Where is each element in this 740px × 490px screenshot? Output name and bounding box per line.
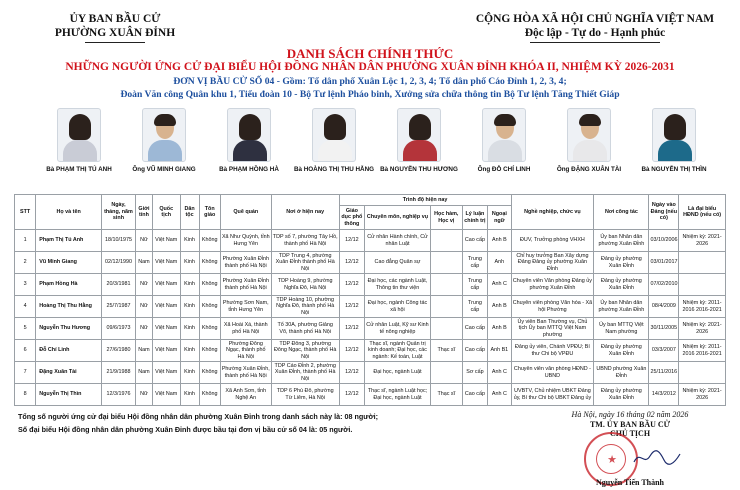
- cell-general-edu: 12/12: [339, 362, 364, 384]
- candidate-photo-caption: Ông VŨ MINH GIANG: [132, 166, 196, 173]
- cell-gender: Nữ: [135, 384, 152, 406]
- issuer-line2: PHƯỜNG XUÂN ĐỈNH: [54, 27, 176, 39]
- candidate-photo-caption: Bà PHẠM HỒNG HÀ: [219, 166, 279, 173]
- cell-occupation: ĐUV, Trưởng phòng VHXH: [511, 230, 594, 252]
- col-header-stt: STT: [15, 195, 36, 230]
- cell-degree: [430, 318, 462, 340]
- cell-language: Anh B1: [488, 340, 511, 362]
- cell-name: Nguyễn Thị Thìn: [36, 384, 102, 406]
- candidate-photo-caption: Ông ĐẶNG XUÂN TÀI: [556, 166, 622, 173]
- col-header-religion: Tôn giáo: [199, 195, 220, 230]
- cell-workplace: Đảng ủy phường Xuân Đỉnh: [594, 384, 649, 406]
- cell-stt: 3: [15, 274, 36, 296]
- cell-hometown: Phường Đông Ngạc, thành phố Hà Nội: [220, 340, 271, 362]
- cell-dob: 27/6/1980: [102, 340, 136, 362]
- cell-occupation: Chuyên viên văn phòng HĐND - UBND: [511, 362, 594, 384]
- cell-general-edu: 12/12: [339, 318, 364, 340]
- candidate-photos: [34, 108, 714, 190]
- cell-gender: Nam: [135, 252, 152, 274]
- cell-nationality: Việt Nam: [152, 252, 180, 274]
- cell-party-date: 03/10/2006: [649, 230, 679, 252]
- table-row: [15, 362, 726, 384]
- cell-language: Anh C: [488, 384, 511, 406]
- cell-stt: 5: [15, 318, 36, 340]
- cell-hometown: Phường Xuân Đỉnh thành phố Hà Nội: [220, 252, 271, 274]
- col-header-council: Là đại biểu HĐND (nếu có): [679, 195, 726, 230]
- cell-workplace: Ủy ban Nhân dân phường Xuân Đỉnh: [594, 296, 649, 318]
- cell-hometown: Phường Sơn Nam, tỉnh Hưng Yên: [220, 296, 271, 318]
- col-header-dob: Ngày, tháng, năm sinh: [102, 195, 136, 230]
- cell-gender: Nữ: [135, 230, 152, 252]
- cell-party-date: 25/11/2016: [649, 362, 679, 384]
- cell-specialty: Thạc sĩ, ngành Quản trị kinh doanh; Đại học, các ngành: Kế toán, Luật: [365, 340, 431, 362]
- col-header-hometown: Quê quán: [220, 195, 271, 230]
- cell-specialty: Đại học, các ngành Luật, Thông tin thư viện: [365, 274, 431, 296]
- cell-hometown: Xã Hoài Xá, thành phố Hà Nội: [220, 318, 271, 340]
- cell-hometown: Xã Anh Sơn, tỉnh Nghệ An: [220, 384, 271, 406]
- col-header-occupation: Nghề nghiệp, chức vụ: [511, 195, 594, 230]
- cell-language: Anh B: [488, 230, 511, 252]
- cell-dob: 18/10/1975: [102, 230, 136, 252]
- cell-ethnic: Kinh: [180, 296, 199, 318]
- cell-general-edu: 12/12: [339, 340, 364, 362]
- portrait-photo-icon: [482, 108, 526, 162]
- national-header: [470, 12, 720, 43]
- col-header-name: Họ và tên: [36, 195, 102, 230]
- cell-party-date: 07/02/2010: [649, 274, 679, 296]
- portrait-photo-icon: [567, 108, 611, 162]
- cell-stt: 2: [15, 252, 36, 274]
- cell-political: Cao cấp: [462, 230, 487, 252]
- cell-political: Trung cấp: [462, 296, 487, 318]
- candidate-photo-caption: Bà HOÀNG THỊ THU HẰNG: [293, 166, 375, 173]
- cell-ethnic: Kinh: [180, 230, 199, 252]
- cell-religion: Không: [199, 296, 220, 318]
- cell-stt: 4: [15, 296, 36, 318]
- cell-occupation: Chuyên viên Văn phòng Đảng ủy phường Xuân Đỉnh: [511, 274, 594, 296]
- cell-name: Nguyễn Thu Hương: [36, 318, 102, 340]
- cell-party-date: 03/01/2017: [649, 252, 679, 274]
- cell-nationality: Việt Nam: [152, 296, 180, 318]
- candidate-photo-card: [34, 108, 124, 173]
- col-header-degree: Học hàm, Học vị: [430, 206, 462, 230]
- cell-party-date: 03/3/2007: [649, 340, 679, 362]
- candidate-photo-caption: Bà NGUYỄN THỊ THÌN: [641, 166, 707, 173]
- candidate-photo-card: [629, 108, 719, 173]
- candidate-photo-caption: Bà NGUYỄN THU HƯƠNG: [380, 166, 458, 173]
- cell-specialty: Đại học, ngành Công tác xã hội: [365, 296, 431, 318]
- cell-name: Phạm Hồng Hà: [36, 274, 102, 296]
- cell-stt: 8: [15, 384, 36, 406]
- issuer-divider: [85, 42, 145, 43]
- cell-party-date: 08/4/2009: [649, 296, 679, 318]
- col-header-residence: Nơi ở hiện nay: [271, 195, 339, 230]
- cell-political: Cao cấp: [462, 384, 487, 406]
- cell-name: Vũ Minh Giang: [36, 252, 102, 274]
- cell-council: Nhiệm kỳ: 2011-2016 2016-2021: [679, 340, 726, 362]
- cell-name: Đỗ Chí Linh: [36, 340, 102, 362]
- cell-ethnic: Kinh: [180, 362, 199, 384]
- cell-religion: Không: [199, 230, 220, 252]
- cell-dob: 21/9/1988: [102, 362, 136, 384]
- cell-dob: 02/12/1990: [102, 252, 136, 274]
- col-header-party-date: Ngày vào Đảng (nếu có): [649, 195, 679, 230]
- cell-language: Anh: [488, 252, 511, 274]
- cell-nationality: Việt Nam: [152, 340, 180, 362]
- signature-block: [540, 410, 720, 487]
- cell-degree: [430, 274, 462, 296]
- cell-nationality: Việt Nam: [152, 230, 180, 252]
- cell-council: [679, 252, 726, 274]
- col-header-workplace: Nơi công tác: [594, 195, 649, 230]
- signing-role: CHỦ TỊCH: [609, 429, 651, 438]
- unit-description-line1: ĐƠN VỊ BẦU CỬ SỐ 04 - Gồm: Tổ dân phố Xuân Lộc 1, 2, 3, 4; Tổ dân phố Cáo Đỉnh 1, 2, 3, 4;: [173, 76, 567, 87]
- cell-occupation: Chỉ huy trưởng Ban Xây dựng Đảng Đảng ủy phường Xuân Đỉnh: [511, 252, 594, 274]
- col-header-ethnic: Dân tộc: [180, 195, 199, 230]
- cell-nationality: Việt Nam: [152, 362, 180, 384]
- cell-hometown: Phường Xuân Đỉnh thành phố Hà Nội: [220, 274, 271, 296]
- signing-organization: TM. ỦY BAN BẦU CỬ: [589, 420, 671, 429]
- cell-dob: 25/7/1987: [102, 296, 136, 318]
- cell-ethnic: Kinh: [180, 340, 199, 362]
- cell-party-date: 30/11/2005: [649, 318, 679, 340]
- candidate-photo-card: [544, 108, 634, 173]
- col-header-specialty: Chuyên môn, nghiệp vụ: [365, 206, 431, 230]
- col-header-political: Lý luận chính trị: [462, 206, 487, 230]
- cell-religion: Không: [199, 318, 220, 340]
- cell-ethnic: Kinh: [180, 318, 199, 340]
- cell-gender: Nữ: [135, 296, 152, 318]
- col-header-gender: Giới tính: [135, 195, 152, 230]
- cell-degree: [430, 252, 462, 274]
- col-header-general-edu: Giáo dục phổ thông: [339, 206, 364, 230]
- cell-occupation: Chuyên viên phòng Văn hóa - Xã hội Phường: [511, 296, 594, 318]
- cell-nationality: Việt Nam: [152, 318, 180, 340]
- cell-party-date: 14/3/2012: [649, 384, 679, 406]
- cell-degree: [430, 230, 462, 252]
- cell-residence: Tổ 30A, phường Giảng Võ, thành phố Hà Nội: [271, 318, 339, 340]
- cell-ethnic: Kinh: [180, 384, 199, 406]
- candidate-photo-caption: Bà PHẠM THỊ TÚ ANH: [46, 166, 112, 173]
- cell-general-edu: 12/12: [339, 274, 364, 296]
- document-title: DANH SÁCH CHÍNH THỨC: [286, 46, 454, 61]
- cell-general-edu: 12/12: [339, 252, 364, 274]
- national-divider: [530, 42, 660, 43]
- cell-workplace: Đảng ủy phường Xuân Đỉnh: [594, 274, 649, 296]
- cell-residence: TDP 6 Phú Đô, phường Từ Liêm, Hà Nội: [271, 384, 339, 406]
- cell-language: Anh B: [488, 318, 511, 340]
- signing-date: Hà Nội, ngày 16 tháng 02 năm 2026: [571, 410, 689, 419]
- cell-gender: Nữ: [135, 274, 152, 296]
- cell-residence: TDP Hoàng 9, phường Nghĩa Đô, Hà Nội: [271, 274, 339, 296]
- cell-general-edu: 12/12: [339, 384, 364, 406]
- signer-name: Nguyễn Tiến Thành: [595, 478, 665, 487]
- cell-occupation: UVBTV, Chủ nhiệm UBKT Đảng ủy, Bí thư Chi bộ UBKT Đảng ủy: [511, 384, 594, 406]
- issuer-header: [30, 12, 200, 43]
- portrait-photo-icon: [312, 108, 356, 162]
- document-subtitle: NHỮNG NGƯỜI ỨNG CỬ ĐẠI BIỂU HỘI ĐỒNG NHÂN DÂN PHƯỜNG XUÂN ĐỈNH KHÓA II, NHIỆM KỲ 2026-2031: [65, 61, 675, 73]
- table-row: [15, 318, 726, 340]
- portrait-photo-icon: [397, 108, 441, 162]
- cell-residence: TDP Hoàng 10, phường Nghĩa Đô, thành phố Hà Nội: [271, 296, 339, 318]
- cell-gender: Nữ: [135, 318, 152, 340]
- cell-occupation: Đảng ủy viên, Chánh VPĐU; Bí thư Chi bộ VPĐU: [511, 340, 594, 362]
- cell-specialty: Đại học, ngành Luật: [365, 362, 431, 384]
- cell-specialty: Cử nhân Luật, Kỹ sư Kinh tế nông nghiệp: [365, 318, 431, 340]
- cell-council: Nhiệm kỳ: 2021-2026: [679, 230, 726, 252]
- cell-degree: Thạc sĩ: [430, 340, 462, 362]
- cell-occupation: Ủy viên Ban Thường vụ, Chủ tịch Ủy ban MTTQ Việt Nam phường: [511, 318, 594, 340]
- cell-degree: [430, 362, 462, 384]
- cell-council: Nhiệm kỳ: 2011-2016 2016-2021: [679, 296, 726, 318]
- cell-hometown: Xã Như Quỳnh, tỉnh Hưng Yên: [220, 230, 271, 252]
- table-row: [15, 296, 726, 318]
- cell-stt: 7: [15, 362, 36, 384]
- cell-political: Cao cấp: [462, 340, 487, 362]
- table-row: [15, 252, 726, 274]
- cell-name: Đặng Xuân Tài: [36, 362, 102, 384]
- cell-general-edu: 12/12: [339, 296, 364, 318]
- cell-dob: 12/3/1976: [102, 384, 136, 406]
- cell-language: Anh C: [488, 274, 511, 296]
- cell-workplace: Đảng ủy phường Xuân Đỉnh: [594, 252, 649, 274]
- table-row: [15, 384, 726, 406]
- cell-political: Trung cấp: [462, 274, 487, 296]
- cell-ethnic: Kinh: [180, 252, 199, 274]
- cell-residence: TDP Trung 4, phường Xuân Đỉnh thành phố Hà Nội: [271, 252, 339, 274]
- cell-nationality: Việt Nam: [152, 384, 180, 406]
- cell-religion: Không: [199, 384, 220, 406]
- candidate-photo-card: [374, 108, 464, 173]
- cell-religion: Không: [199, 362, 220, 384]
- portrait-photo-icon: [227, 108, 271, 162]
- cell-hometown: Phường Xuân Đỉnh, thành phố Hà Nội: [220, 362, 271, 384]
- cell-stt: 1: [15, 230, 36, 252]
- cell-language: Anh B: [488, 296, 511, 318]
- candidate-photo-card: [204, 108, 294, 173]
- cell-political: Sơ cấp: [462, 362, 487, 384]
- cell-degree: Thạc sĩ: [430, 384, 462, 406]
- table-row: [15, 340, 726, 362]
- candidate-photo-card: [289, 108, 379, 173]
- portrait-photo-icon: [142, 108, 186, 162]
- cell-dob: 09/6/1973: [102, 318, 136, 340]
- cell-religion: Không: [199, 340, 220, 362]
- col-header-language: Ngoại ngữ: [488, 206, 511, 230]
- unit-description-line2: Đoàn Văn công Quân khu 1, Tiểu đoàn 10 - Bộ Tư lệnh Pháo binh, Xưởng sửa chữa thông tin Bộ Tư lệnh Tăng Thiết Giáp: [120, 89, 620, 100]
- cell-workplace: Ủy ban MTTQ Việt Nam phường: [594, 318, 649, 340]
- cell-degree: [430, 296, 462, 318]
- handwritten-signature-icon: [632, 448, 682, 468]
- cell-residence: TDP Cáo Đỉnh 2, phường Xuân Đỉnh, thành phố Hà Nội: [271, 362, 339, 384]
- cell-gender: Nam: [135, 362, 152, 384]
- cell-language: Anh C: [488, 362, 511, 384]
- cell-council: Nhiệm kỳ: 2021-2026: [679, 318, 726, 340]
- cell-council: [679, 274, 726, 296]
- cell-workplace: Ủy ban Nhân dân phường Xuân Đỉnh: [594, 230, 649, 252]
- cell-nationality: Việt Nam: [152, 274, 180, 296]
- cell-workplace: Đảng ủy phường Xuân Đỉnh: [594, 340, 649, 362]
- cell-workplace: UBND phường Xuân Đỉnh: [594, 362, 649, 384]
- cell-political: Trung cấp: [462, 252, 487, 274]
- table-row: [15, 274, 726, 296]
- cell-dob: 20/3/1981: [102, 274, 136, 296]
- cell-name: Hoàng Thị Thu Hằng: [36, 296, 102, 318]
- candidate-photo-card: [459, 108, 549, 173]
- col-header-education-group: Trình độ hiện nay: [339, 195, 511, 206]
- summary-elected: Số đại biểu Hội đồng nhân dân phường Xuân Đỉnh được bầu tại đơn vị bầu cử số 04 là: 05 người.: [18, 425, 353, 434]
- candidate-photo-card: [119, 108, 209, 173]
- candidate-table: [14, 194, 726, 406]
- cell-general-edu: 12/12: [339, 230, 364, 252]
- cell-religion: Không: [199, 252, 220, 274]
- summary-total: Tổng số người ứng cử đại biểu Hội đồng nhân dân phường Xuân Đỉnh trong danh sách này là: 08 người;: [18, 412, 378, 421]
- cell-religion: Không: [199, 274, 220, 296]
- issuer-line1: ỦY BAN BẦU CỬ: [69, 13, 161, 25]
- cell-gender: Nam: [135, 340, 152, 362]
- portrait-photo-icon: [652, 108, 696, 162]
- cell-specialty: Thạc sĩ, ngành Luật học; Đại học, ngành Luật: [365, 384, 431, 406]
- national-line1: CỘNG HÒA XÃ HỘI CHỦ NGHĨA VIỆT NAM: [475, 13, 715, 25]
- cell-political: Cao cấp: [462, 318, 487, 340]
- cell-council: [679, 362, 726, 384]
- national-motto: Độc lập - Tự do - Hạnh phúc: [524, 27, 666, 39]
- cell-residence: TDP Đông 3, phường Đông Ngạc, thành phố Hà Nội: [271, 340, 339, 362]
- portrait-photo-icon: [57, 108, 101, 162]
- cell-residence: TDP số 7, phường Tây Hồ, thành phố Hà Nội: [271, 230, 339, 252]
- cell-ethnic: Kinh: [180, 274, 199, 296]
- col-header-nationality: Quốc tịch: [152, 195, 180, 230]
- cell-name: Phạm Thị Tú Anh: [36, 230, 102, 252]
- cell-specialty: Cao đẳng Quân sự: [365, 252, 431, 274]
- candidate-photo-caption: Ông ĐỖ CHÍ LINH: [477, 166, 531, 173]
- cell-specialty: Cử nhân Hành chính, Cử nhân Luật: [365, 230, 431, 252]
- cell-stt: 6: [15, 340, 36, 362]
- cell-council: Nhiệm kỳ: 2021-2026: [679, 384, 726, 406]
- table-row: [15, 230, 726, 252]
- red-seal-icon: ★: [584, 432, 638, 486]
